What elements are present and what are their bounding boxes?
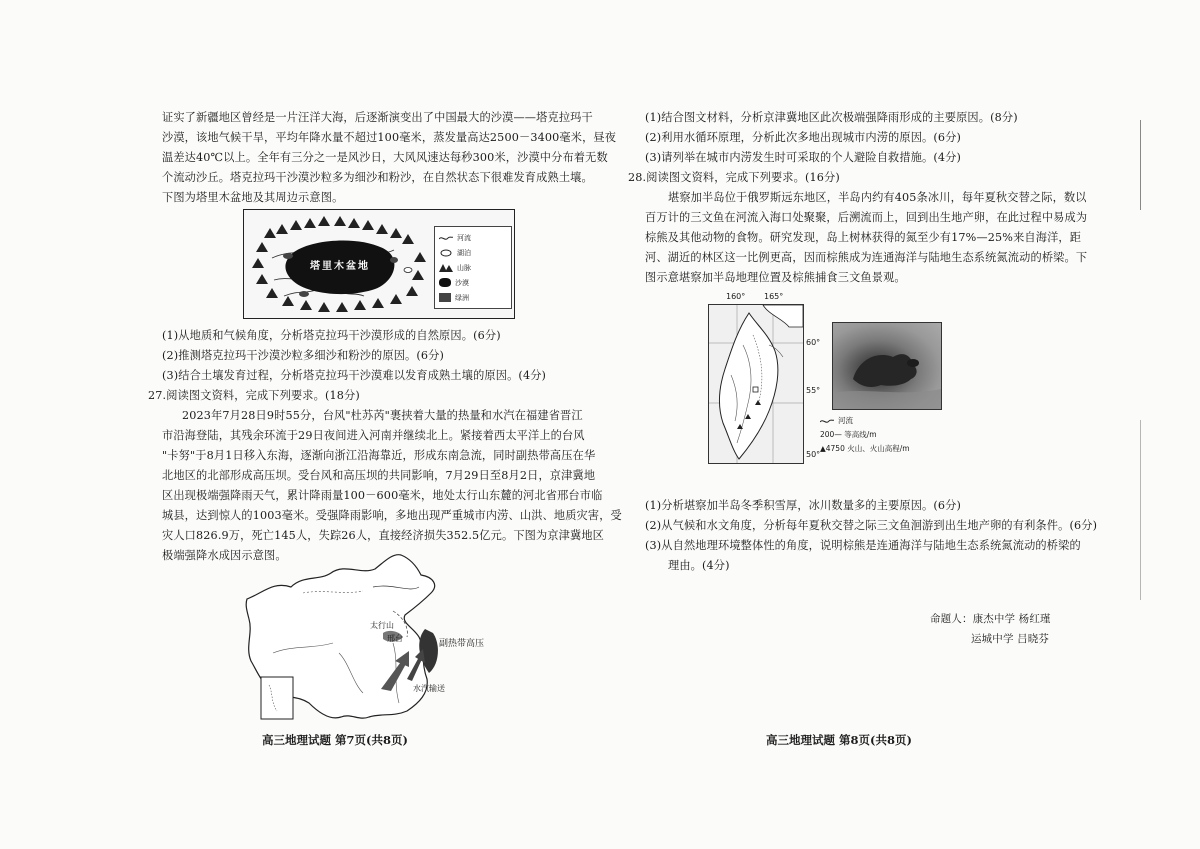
q27-line-1: 2023年7月28日9时55分，台风"杜苏芮"裹挟着大量的热量和水汽在福建省晋江	[182, 409, 583, 422]
q27-heading: 27.阅读图文资料，完成下列要求。(18分)	[148, 389, 360, 402]
right-page-footer: 高三地理试题 第8页(共8页)	[766, 733, 912, 747]
lake-legend-icon	[439, 249, 453, 257]
kamchatka-figure	[698, 290, 958, 470]
author-line-2: 运城中学 吕晓芬	[971, 633, 1050, 645]
fig1-legend	[434, 226, 512, 309]
desert-legend-icon	[439, 278, 451, 287]
legend-lake	[439, 245, 507, 260]
lat-label-55: 55°	[806, 386, 821, 395]
q27-line-4: 北地区的北部形成高压坝。受台风和高压坝的共同影响，7月29日至8月2日，京津冀地	[162, 469, 596, 482]
q28-question-2: (2)从气候和水文角度，分析每年夏秋交替之际三文鱼洄游到出生地产卵的有利条件。(6分)	[645, 519, 1098, 532]
water-vapor-label: 水汽输送	[413, 684, 445, 693]
intro-line-2: 沙漠，该地气候干旱，平均年降水量不超过100毫米，蒸发量高达2500－3400毫米，昼夜	[162, 131, 617, 144]
left-page-footer: 高三地理试题 第7页(共8页)	[262, 733, 408, 747]
q27-line-2: 市沿海登陆，其残余环流于29日夜间进入河南并继续北上。紧接着西太平洋上的台风	[162, 429, 585, 442]
legend-label: 沙漠	[455, 278, 469, 287]
q27-question-3: (3)请列举在城市内涝发生时可采取的个人避险自救措施。(4分)	[645, 151, 962, 164]
q27-line-5: 区出现极端强降雨天气，累计降雨量100－600毫米，地处太行山东麓的河北省邢台市临	[162, 489, 603, 502]
kamchatka-map	[709, 305, 803, 463]
scan-edge-mark	[1140, 420, 1141, 600]
south-china-sea-inset	[261, 677, 293, 719]
q26-part-1: (1)从地质和气候角度，分析塔克拉玛干沙漠形成的自然原因。(6分)	[162, 329, 501, 342]
q28-question-3-cont: 理由。(4分)	[668, 559, 730, 572]
bear-silhouette	[833, 323, 941, 409]
china-rainfall-figure	[243, 553, 493, 728]
q28-heading: 28.阅读图文资料，完成下列要求。(16分)	[628, 171, 840, 184]
q28-question-3: (3)从自然地理环境整体性的角度，说明棕熊是连通海洋与陆地生态系统氮流动的桥梁的	[645, 539, 1081, 552]
lon-label-165: 165°	[764, 292, 784, 301]
legend-volcano: ▲4750 火山、火山高程/m	[820, 444, 910, 453]
q28-question-1: (1)分析堪察加半岛冬季积雪厚，冰川数量多的主要原因。(6分)	[645, 499, 962, 512]
legend-label: 河流	[457, 233, 471, 242]
legend-contour: 200— 等高线/m	[820, 430, 877, 439]
legend-label: 湖泊	[457, 248, 471, 257]
legend-label: 河流	[838, 416, 853, 425]
river-legend-icon	[439, 234, 453, 242]
tarim-basin-figure	[243, 209, 515, 319]
taihang-label: 太行山	[370, 621, 394, 630]
author-line-1: 命题人：康杰中学 杨红瑾	[930, 613, 1051, 625]
fig3-legend	[820, 414, 910, 456]
intro-line-5: 下图为塔里木盆地及其周边示意图。	[162, 191, 344, 204]
lon-label-160: 160°	[726, 292, 746, 301]
q26-part-3: (3)结合土壤发育过程，分析塔克拉玛干沙漠难以发育成熟土壤的原因。(4分)	[162, 369, 547, 382]
oasis-legend-icon	[439, 293, 451, 302]
q26-part-2: (2)推测塔克拉玛干沙漠沙粒多细沙和粉沙的原因。(6分)	[162, 349, 445, 362]
q27-line-3: "卡努"于8月1日移入东海，逐渐向浙江沿海靠近，形成东南急流，同时副热带高压在华	[162, 449, 596, 462]
mountain-legend-icon	[439, 263, 453, 272]
q28-line-1: 堪察加半岛位于俄罗斯远东地区，半岛内约有405条冰川，每年夏秋交替之际，数以	[668, 191, 1087, 204]
q27-line-8: 极端强降水成因示意图。	[162, 549, 287, 562]
bear-catching-salmon-photo	[832, 322, 942, 410]
legend-label: 绿洲	[455, 293, 469, 302]
scan-edge-mark	[1140, 120, 1141, 210]
lat-label-60: 60°	[806, 338, 821, 347]
legend-oasis	[439, 290, 507, 305]
subtropical-high-label: 副热带高压	[439, 639, 485, 649]
lat-label-50: 50°	[806, 450, 821, 459]
right-page	[600, 0, 1200, 849]
river-legend-icon	[820, 417, 834, 425]
legend-mountain	[439, 260, 507, 275]
q28-line-5: 图示意堪察加半岛地理位置及棕熊捕食三文鱼景观。	[645, 271, 906, 284]
intro-line-1: 证实了新疆地区曾经是一片汪洋大海，后逐渐演变出了中国最大的沙漠——塔克拉玛干	[162, 111, 593, 124]
legend-label: 山脉	[457, 263, 471, 272]
q28-line-4: 河、湖近的林区这一比例更高，因而棕熊成为连通海洋与陆地生态系统氮流动的桥梁。下	[645, 251, 1088, 264]
intro-line-3: 温差达40℃以上。全年有三分之一是风沙日，大风风速达每秒300米，沙漠中分布着无数	[162, 151, 608, 164]
q27-question-1: (1)结合图文材料，分析京津冀地区此次极端强降雨形成的主要原因。(8分)	[645, 111, 1018, 124]
q27-line-6: 城县，达到惊人的1003毫米。受强降雨影响，多地出现严重城市内涝、山洪、地质灾害，受	[162, 509, 622, 522]
lake-symbol	[404, 268, 412, 273]
xingtai-label: 邢台	[387, 634, 403, 643]
intro-line-4: 个流动沙丘。塔克拉玛干沙漠沙粒多为细沙和粉沙，在自然状态下很难发育成熟土壤。	[162, 171, 593, 184]
legend-river	[820, 414, 910, 428]
legend-desert	[439, 275, 507, 290]
kamchatka-map-frame	[708, 304, 804, 464]
q28-line-2: 百万计的三文鱼在河流入海口处聚聚，后溯流而上，回到出生地产卵，在此过程中易成为	[645, 211, 1088, 224]
q27-question-2: (2)利用水循环原理，分析此次多地出现城市内涝的原因。(6分)	[645, 131, 962, 144]
q28-line-3: 棕熊及其他动物的食物。研究发现，岛上树林获得的氮至少有17%—25%来自海洋，距	[645, 231, 1082, 244]
basin-label: 塔里木盆地	[310, 261, 370, 272]
q27-line-7: 灾人口826.9万，死亡145人，失踪26人，直接经济损失352.5亿元。下图为京津冀地区	[162, 529, 605, 542]
legend-river	[439, 230, 507, 245]
